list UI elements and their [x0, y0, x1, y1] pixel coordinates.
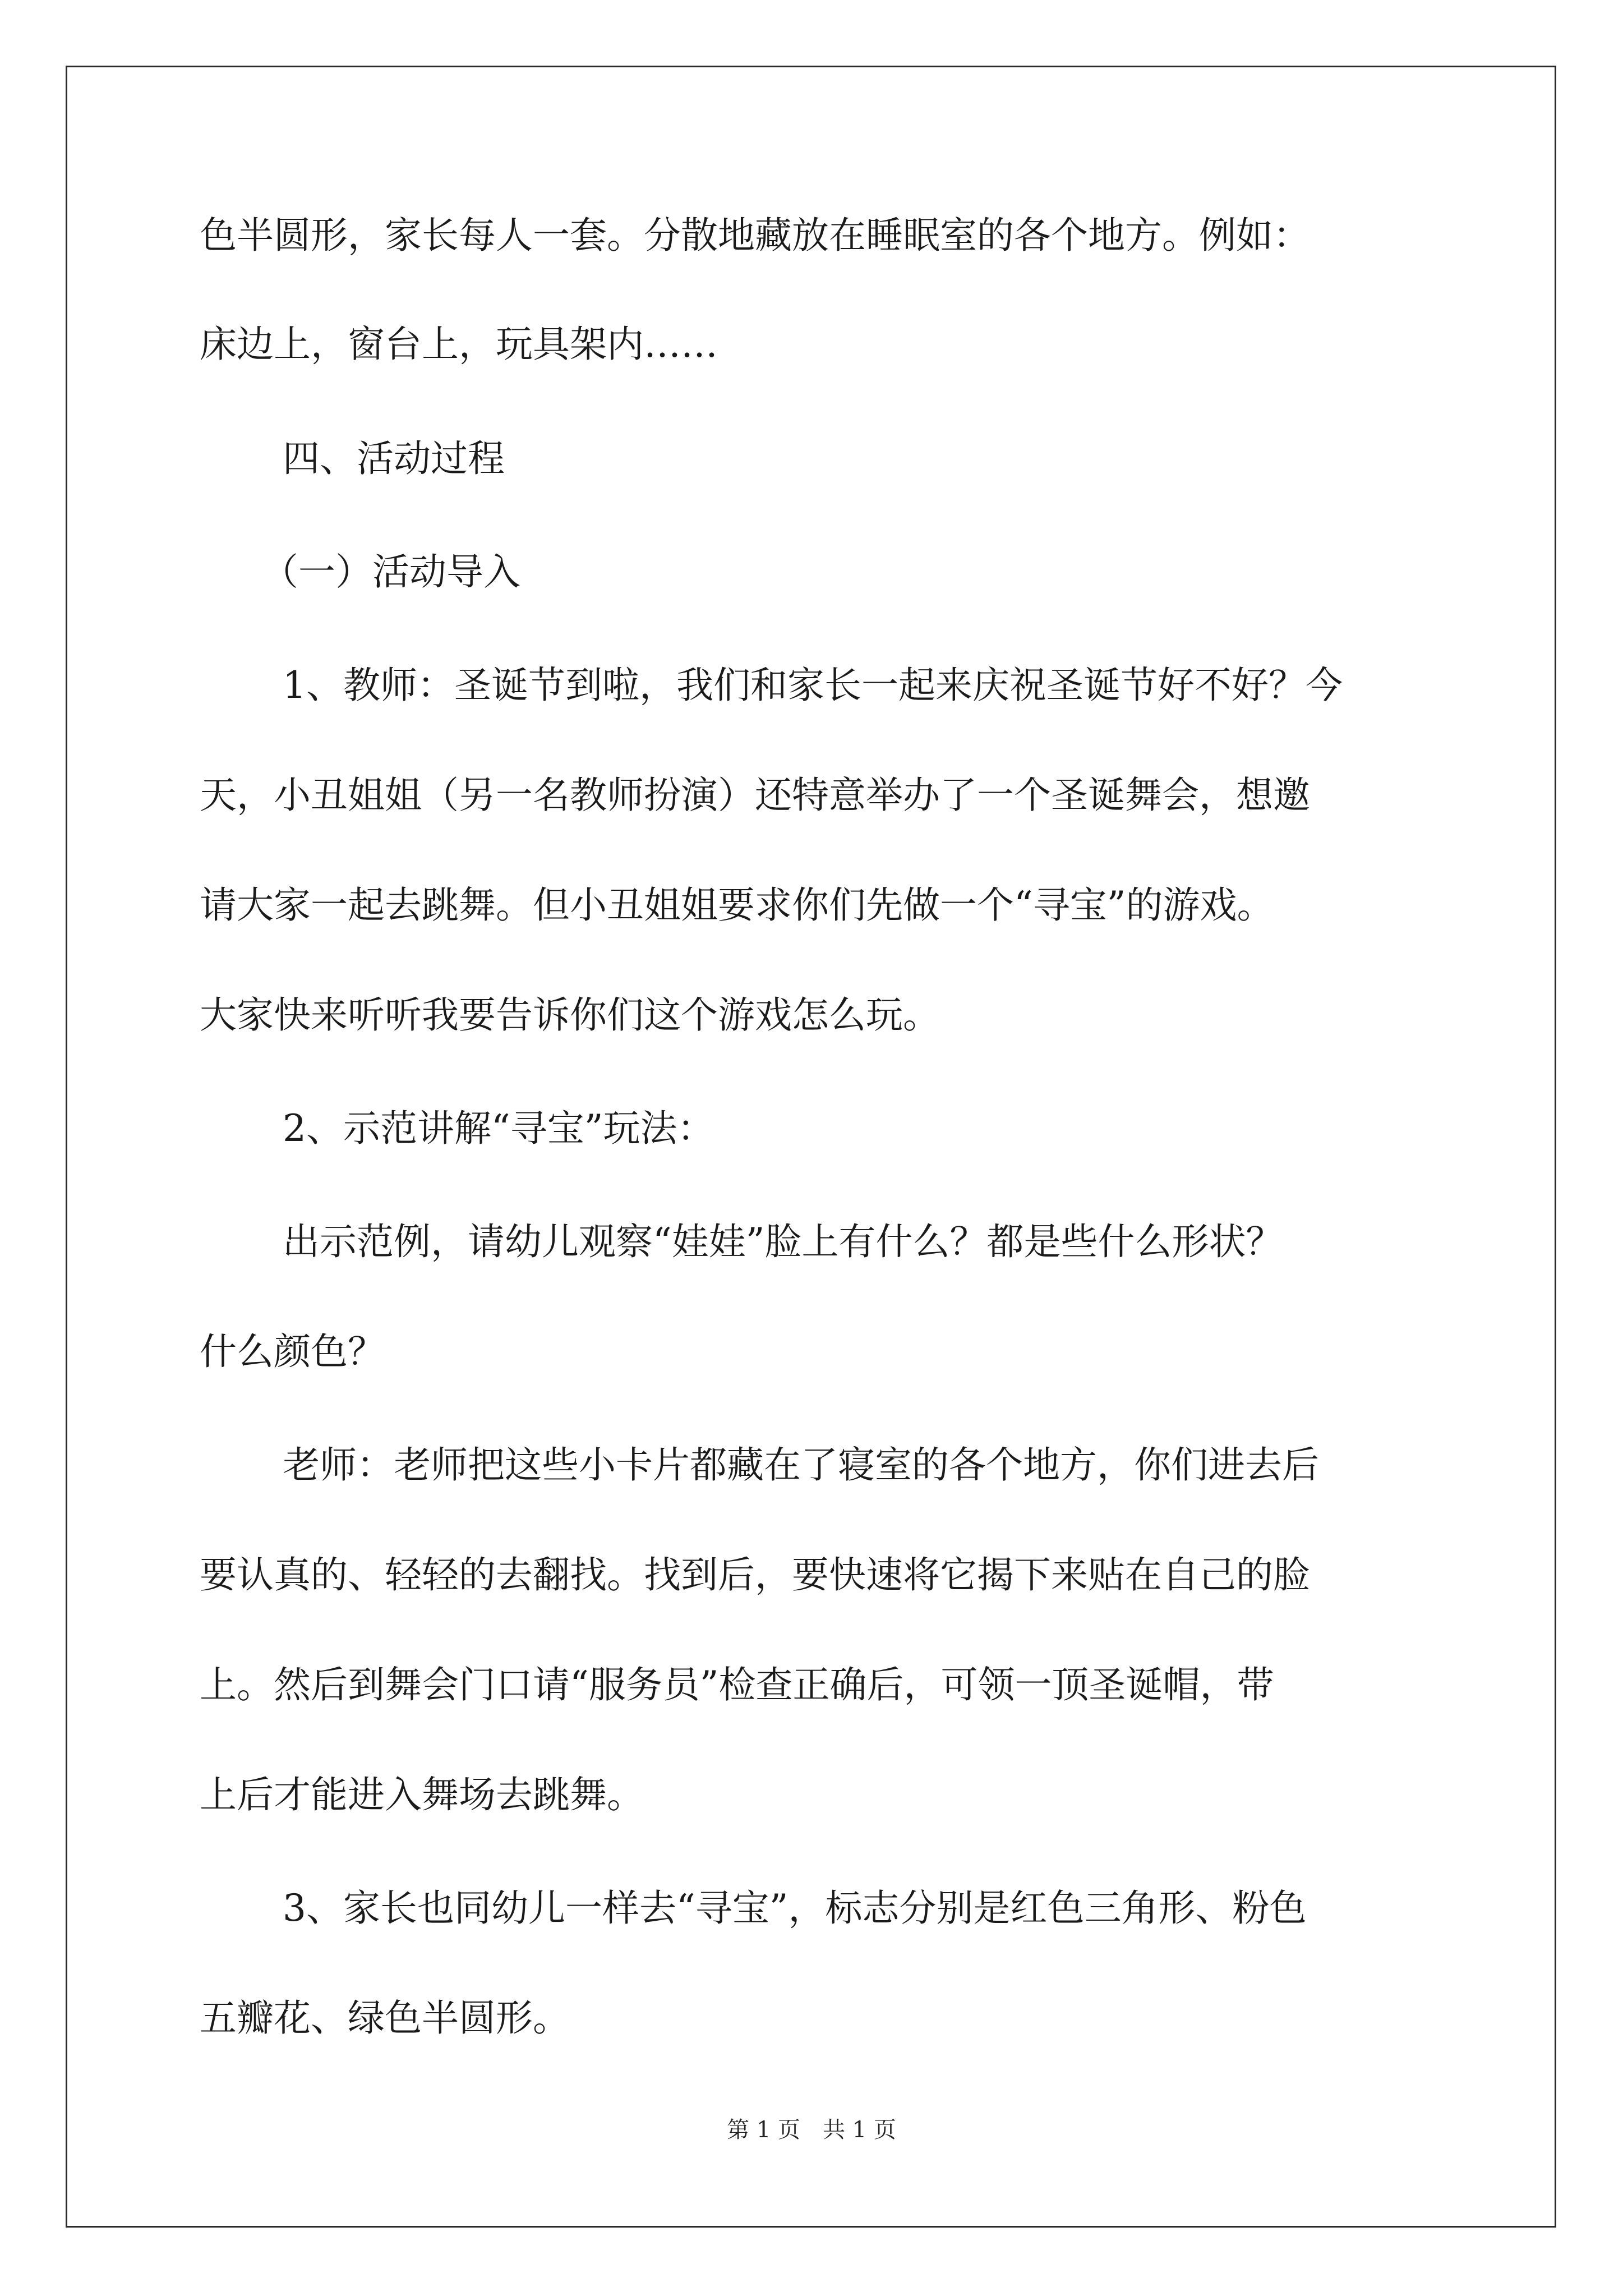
- paragraph-line: 老师：老师把这些小卡片都藏在了寝室的各个地方，你们进去后: [283, 1443, 1319, 1487]
- paragraph-line: 上。然后到舞会门口请“服务员”检查正确后，可领一顶圣诞帽，带: [200, 1663, 1274, 1706]
- paragraph-line: 出示范例，请幼儿观察“娃娃”脸上有什么？都是些什么形状？: [283, 1220, 1283, 1263]
- section-heading: 四、活动过程: [283, 437, 505, 480]
- paragraph-line: 色半圆形，家长每人一套。分散地藏放在睡眠室的各个地方。例如：: [200, 214, 1310, 257]
- paragraph-line: 五瓣花、绿色半圆形。: [200, 1996, 570, 2040]
- paragraph-line: 大家快来听听我要告诉你们这个游戏怎么玩。: [200, 993, 940, 1037]
- paragraph-line: 请大家一起去跳舞。但小丑姐姐要求你们先做一个“寻宝”的游戏。: [200, 884, 1274, 927]
- paragraph-line: 天，小丑姐姐（另一名教师扮演）还特意举办了一个圣诞舞会，想邀: [200, 774, 1310, 817]
- subsection-heading: （一）活动导入: [261, 550, 520, 593]
- paragraph-line: 要认真的、轻轻的去翻找。找到后，要快速将它揭下来贴在自己的脸: [200, 1553, 1310, 1596]
- paragraph-line: 3、家长也同幼儿一样去“寻宝”，标志分别是红色三角形、粉色: [283, 1887, 1307, 1930]
- paragraph-line: 上后才能进入舞场去跳舞。: [200, 1773, 644, 1816]
- page-number-footer: 第 1 页 共 1 页: [727, 2117, 896, 2143]
- paragraph-line: 床边上，窗台上，玩具架内……: [200, 323, 718, 366]
- paragraph-line: 1、教师：圣诞节到啦，我们和家长一起来庆祝圣诞节好不好？今: [283, 664, 1343, 707]
- paragraph-line: 2、示范讲解“寻宝”玩法：: [283, 1107, 714, 1150]
- paragraph-line: 什么颜色？: [200, 1330, 385, 1373]
